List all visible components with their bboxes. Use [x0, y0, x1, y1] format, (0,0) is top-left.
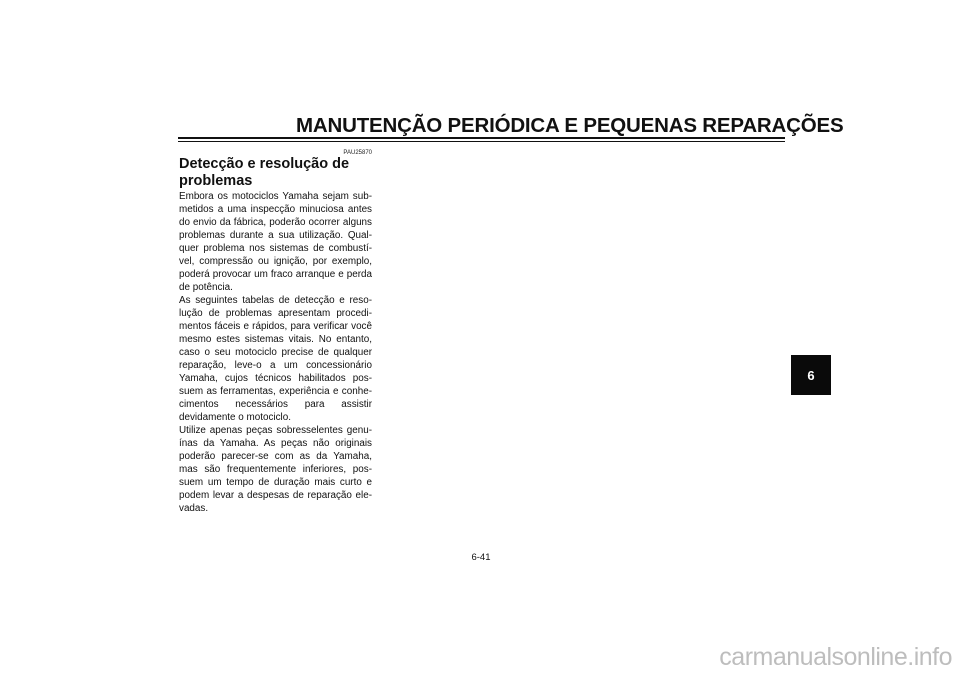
body-text-line: metidos a uma inspecção minuciosa antes	[179, 204, 372, 215]
body-text-line: Embora os motociclos Yamaha sejam sub-	[179, 191, 372, 202]
section-heading-line: problemas	[179, 173, 253, 189]
section-heading	[179, 156, 374, 190]
body-text-line: cimentos necessários para assistir	[179, 399, 372, 410]
section-body	[179, 190, 372, 515]
body-text-line: problemas durante a sua utilização. Qual-	[179, 230, 372, 241]
body-text-line: devidamente o motociclo.	[179, 412, 291, 423]
watermark: carmanualsonline.info	[719, 643, 952, 671]
body-text-line: lução de problemas apresentam procedi-	[179, 308, 372, 319]
body-text-line: suem um tempo de duração mais curto e	[179, 477, 372, 488]
body-text-line: mas são frequentemente inferiores, pos-	[179, 464, 372, 475]
body-text-line: mentos fáceis e rápidos, para verificar você	[179, 321, 372, 332]
page-number: 6-41	[471, 552, 491, 563]
body-text-line: poderá provocar um fraco arranque e perda	[179, 269, 372, 280]
body-text-line: caso o seu motociclo precise de qualquer	[179, 347, 372, 358]
chapter-tab	[791, 355, 831, 395]
page-title: MANUTENÇÃO PERIÓDICA E PEQUENAS REPARAÇÕES	[296, 114, 844, 137]
body-text-line: suem as ferramentas, experiência e conhe-	[179, 386, 372, 397]
section-code: PAU25870	[343, 150, 372, 156]
body-text-line: vadas.	[179, 503, 209, 514]
body-text-line: poderão parecer-se com as da Yamaha,	[179, 451, 372, 462]
body-text-line: Yamaha, cujos técnicos habilitados pos-	[179, 373, 372, 384]
body-text-line: quer problema nos sistemas de combustí-	[179, 243, 372, 254]
body-text-line: vel, compressão ou ignição, por exemplo,	[179, 256, 372, 267]
body-text-line: mesmo estes sistemas vitais. No entanto,	[179, 334, 372, 345]
header-rule	[178, 137, 785, 139]
section-heading-line: Detecção e resolução de	[179, 156, 350, 172]
body-text-line: reparação, leve-o a um concessionário	[179, 360, 372, 371]
body-text-line: podem levar a despesas de reparação ele-	[179, 490, 372, 501]
body-text-line: Utilize apenas peças sobresselentes genu-	[179, 425, 372, 436]
body-text-line: do envio da fábrica, poderão ocorrer alguns	[179, 217, 372, 228]
body-text-line: de potência.	[179, 282, 233, 293]
chapter-tab-label: 6	[807, 367, 815, 383]
body-text-line: As seguintes tabelas de detecção e reso-	[179, 295, 372, 306]
header-rule-thin	[178, 141, 785, 142]
body-text-line: ínas da Yamaha. As peças não originais	[179, 438, 372, 449]
